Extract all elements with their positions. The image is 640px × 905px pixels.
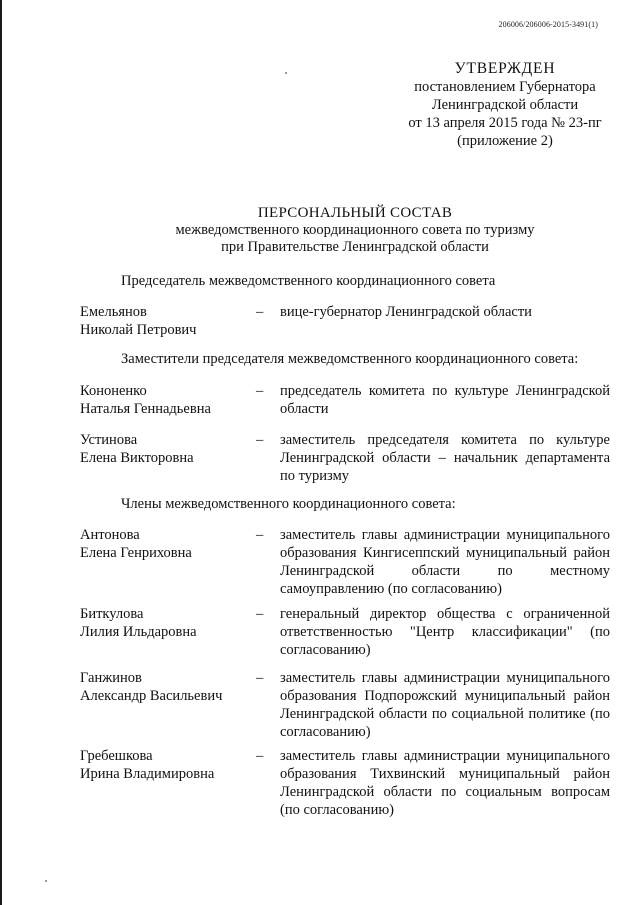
- approval-line: Ленинградской области: [431, 97, 579, 113]
- member-surname: Емельянов: [80, 304, 147, 320]
- approval-line: от 13 апреля 2015 года № 23-пг: [408, 115, 602, 131]
- section-heading-chairman: Председатель межведомственного координационного совета: [121, 273, 496, 289]
- member-position: заместитель председателя комитета по культуре Ленинградской области – начальник департамента по туризму: [280, 432, 610, 484]
- section-heading-members: Члены межведомственного координационного совета:: [121, 496, 456, 512]
- dash-separator: –: [256, 527, 264, 543]
- member-position: заместитель главы администрации муниципального образования Подпорожский муниципальный район Ленинградской области по социальной политике (по согласованию): [280, 670, 610, 740]
- member-name: [80, 747, 255, 783]
- dash-separator: –: [256, 383, 264, 399]
- title-heading: ПЕРСОНАЛЬНЫЙ СОСТАВ: [257, 205, 453, 221]
- member-position: заместитель главы администрации муниципального образования Кингисеппский муниципальный район Ленинградской области по местному самоуправлению (по согласованию): [280, 527, 610, 597]
- approval-title: УТВЕРЖДЕН: [454, 60, 556, 77]
- approval-line: (приложение 2): [457, 133, 553, 149]
- member-position: генеральный директор общества с ограниченной ответственностью "Центр классификации" (по согласованию): [280, 606, 610, 658]
- title-subline: межведомственного координационного совета по туризму: [175, 222, 535, 238]
- dash-separator: –: [256, 432, 264, 448]
- member-given-name: Лилия Ильдаровна: [80, 624, 197, 640]
- member-given-name: Елена Викторовна: [80, 450, 194, 466]
- dash-separator: –: [256, 670, 264, 686]
- dash-separator: –: [256, 748, 264, 764]
- dash-separator: –: [256, 304, 264, 320]
- member-given-name: Ирина Владимировна: [80, 766, 215, 782]
- title-subline: при Правительстве Ленинградской области: [221, 239, 489, 255]
- member-surname: Гребешкова: [80, 748, 153, 764]
- member-surname: Биткулова: [80, 606, 144, 622]
- member-given-name: Наталья Геннадьевна: [80, 401, 211, 417]
- dash-separator: –: [256, 606, 264, 622]
- section-heading-deputies: Заместители председателя межведомственного координационного совета:: [121, 351, 579, 367]
- approval-stamp: [400, 60, 610, 150]
- member-name: [80, 526, 255, 562]
- member-name: [80, 303, 255, 339]
- member-surname: Устинова: [80, 432, 138, 448]
- member-position: вице-губернатор Ленинградской области: [280, 304, 532, 320]
- member-name: [80, 382, 255, 418]
- document-title: [0, 205, 640, 256]
- scan-edge: [0, 0, 2, 905]
- member-name: [80, 605, 255, 641]
- member-given-name: Елена Генриховна: [80, 545, 192, 561]
- member-name: [80, 669, 255, 705]
- member-name: [80, 431, 255, 467]
- scan-speck: [285, 72, 287, 74]
- approval-line: постановлением Губернатора: [414, 79, 596, 95]
- member-position: заместитель главы администрации муниципального образования Тихвинский муниципальный район Ленинградской области по социальным вопросам (по согласованию): [280, 748, 610, 818]
- member-given-name: Александр Васильевич: [80, 688, 223, 704]
- member-position: председатель комитета по культуре Ленинградской области: [280, 383, 610, 417]
- member-surname: Ганжинов: [80, 670, 142, 686]
- member-given-name: Николай Петрович: [80, 322, 197, 338]
- scan-speck: [45, 880, 47, 882]
- member-surname: Кононенко: [80, 383, 147, 399]
- document-id: 206006/206006-2015-3491(1): [498, 20, 598, 29]
- member-surname: Антонова: [80, 527, 140, 543]
